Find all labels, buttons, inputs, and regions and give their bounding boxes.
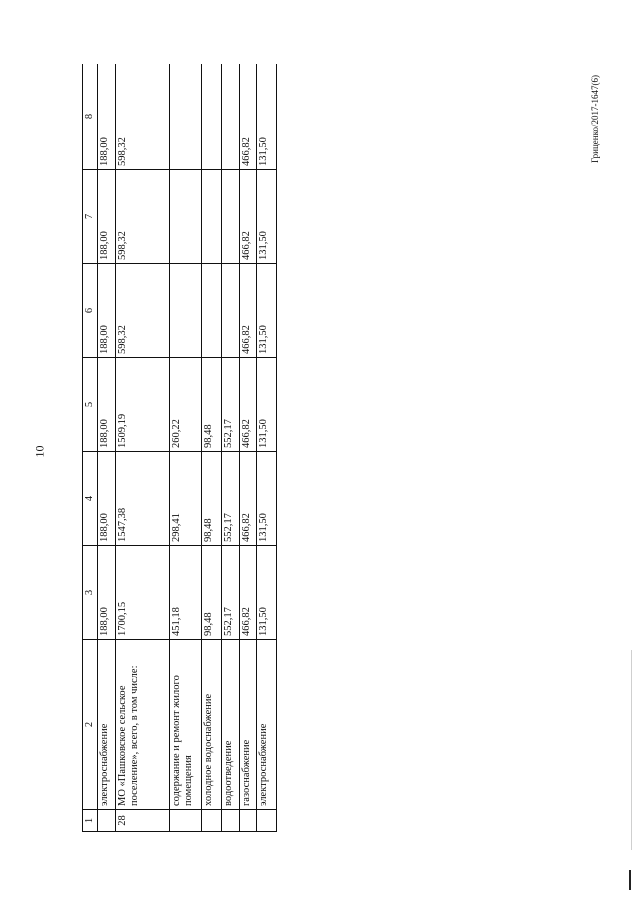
value-cell: 1547,38 — [115, 452, 170, 546]
row-number-cell: 28 — [115, 810, 170, 832]
value-cell — [222, 64, 239, 170]
value-cell: 188,00 — [98, 546, 115, 640]
value-cell: 598,32 — [115, 64, 170, 170]
value-cell: 552,17 — [222, 546, 239, 640]
value-cell — [222, 264, 239, 358]
scan-edge-line — [631, 650, 632, 850]
page-number: 10 — [32, 445, 47, 458]
service-name-cell: МО «Пашковское сельское поселение», всего, в том числе: — [115, 640, 170, 810]
service-name-cell: содержание и ремонт жилого помещения — [170, 640, 202, 810]
row-number-cell — [239, 810, 256, 832]
table-row — [170, 64, 202, 832]
value-cell: 131,50 — [257, 358, 277, 452]
value-cell: 131,50 — [257, 452, 277, 546]
header-cell: 8 — [83, 64, 98, 170]
header-cell: 3 — [83, 546, 98, 640]
value-cell: 1700,15 — [115, 546, 170, 640]
header-cell: 1 — [83, 810, 98, 832]
table-row — [239, 64, 256, 832]
service-name-cell: электроснабжение — [98, 640, 115, 810]
row-number-cell — [201, 810, 222, 832]
service-name-cell: холодное водоснабжение — [201, 640, 222, 810]
value-cell: 188,00 — [98, 170, 115, 264]
table-row — [201, 64, 222, 832]
header-cell: 2 — [83, 640, 98, 810]
row-number-cell — [98, 810, 115, 832]
value-cell: 131,50 — [257, 64, 277, 170]
header-cell: 6 — [83, 264, 98, 358]
value-cell: 298,41 — [170, 452, 202, 546]
value-cell: 451,18 — [170, 546, 202, 640]
value-cell: 188,00 — [98, 64, 115, 170]
value-cell — [201, 64, 222, 170]
value-cell: 552,17 — [222, 358, 239, 452]
value-cell — [222, 170, 239, 264]
header-cell: 5 — [83, 358, 98, 452]
value-cell: 598,32 — [115, 264, 170, 358]
service-name-cell: газоснабжение — [239, 640, 256, 810]
value-cell — [170, 264, 202, 358]
row-number-cell — [222, 810, 239, 832]
table-row — [257, 64, 277, 832]
value-cell: 188,00 — [98, 264, 115, 358]
value-cell — [201, 264, 222, 358]
value-cell: 98,48 — [201, 452, 222, 546]
header-cell: 4 — [83, 452, 98, 546]
document-code: Гриценко/2017-1647(6) — [590, 75, 600, 163]
value-cell: 98,48 — [201, 546, 222, 640]
value-cell: 466,82 — [239, 546, 256, 640]
value-cell — [201, 170, 222, 264]
table-row — [222, 64, 239, 832]
value-cell: 466,82 — [239, 264, 256, 358]
value-cell: 598,32 — [115, 170, 170, 264]
value-cell: 188,00 — [98, 452, 115, 546]
table-row — [98, 64, 115, 832]
value-cell: 131,50 — [257, 546, 277, 640]
header-cell: 7 — [83, 170, 98, 264]
table-row — [115, 64, 170, 832]
value-cell: 188,00 — [98, 358, 115, 452]
scan-edge-mark — [629, 870, 631, 890]
value-cell — [170, 170, 202, 264]
header-row — [83, 64, 98, 832]
value-cell: 466,82 — [239, 358, 256, 452]
value-cell — [170, 64, 202, 170]
row-number-cell — [257, 810, 277, 832]
value-cell: 131,50 — [257, 170, 277, 264]
service-name-cell: электроснабжение — [257, 640, 277, 810]
value-cell: 1509,19 — [115, 358, 170, 452]
value-cell: 466,82 — [239, 452, 256, 546]
row-number-cell — [170, 810, 202, 832]
value-cell: 466,82 — [239, 64, 256, 170]
value-cell: 131,50 — [257, 264, 277, 358]
tariff-table — [82, 64, 277, 832]
value-cell: 260,22 — [170, 358, 202, 452]
service-name-cell: водоотведение — [222, 640, 239, 810]
tariff-table-container — [82, 64, 277, 832]
value-cell: 466,82 — [239, 170, 256, 264]
value-cell: 98,48 — [201, 358, 222, 452]
value-cell: 552,17 — [222, 452, 239, 546]
